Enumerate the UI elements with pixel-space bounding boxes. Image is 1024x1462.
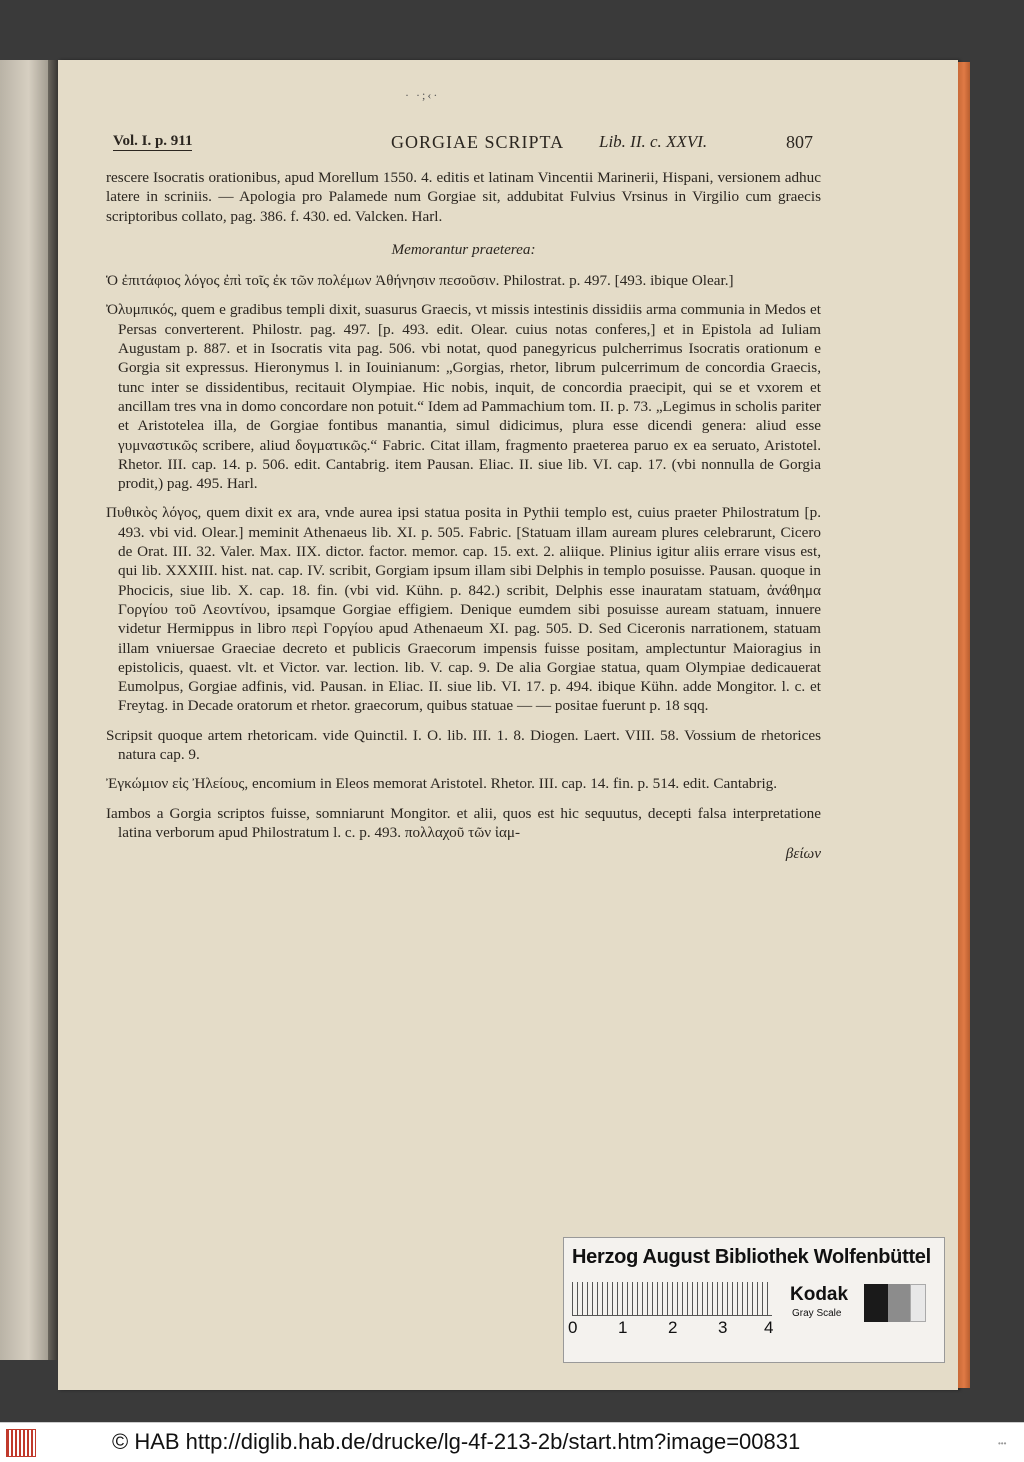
top-signature-mark: · ·;‹·	[405, 88, 440, 102]
library-name: Herzog August Bibliothek Wolfenbüttel	[572, 1246, 931, 1268]
page-number: 807	[786, 132, 813, 152]
ruler-number: 4	[764, 1318, 774, 1337]
volume-reference: Vol. I. p. 911	[113, 133, 193, 149]
hab-logo-icon	[6, 1429, 36, 1457]
entry-pythikos: Πυθικὸς λόγος, quem dixit ex ara, vnde aurea ipsi statua posita in Pythii templo est, cuius praeter Philostratum [p. 493. vbi vid. Olear.] meminit Athenaeus lib. XI. p. 505. Fabric. [Statuam illam auream plures celebrarunt, Cicero de Orat. III. 32. Valer. Max. IIX. dictor. factor. memor. cap. 15. ext. 2. aliique. Plinius igitur aliis errare visus est, qui lib. XXXIII. hist. nat. cap. IV. scribit, Gorgiam ipsum illam sibi Delphis in templo posuisse. Pausan. quoque in Phocicis, siue lib. X. cap. 18. fin. (vbi vid. Kühn. p. 842.) scribit, Delphis esse inauratam statuam, ἀνάθημα Γοργίου τοῦ Λεοντίνου, ipsamque Gorgiae effigiem. Denique eumdem sibi posuisse auream statuam, innuere videtur Hermippus in libro περὶ Γοργίου apud Athenaeum XI. pag. 505. D. Sed Ciceronis narrationem, statuam illam vniuersae Graeciae decreto et publicis Graecorum impensis fuisse positam, amplectuntur Maioragius in epistolicis, quaest. vlt. et Victor. var. lection. lib. V. cap. 9. De alia Gorgiae statua, quam Olympiae dedicauerat Eumolpus, Gorgiae adfinis, vid. Pausan. in Eliac. II. siue lib. VI. 17. p. 494. ibique Kühn. adde Mongitor. l. c. et Freytag. in Decade oratorum et rhetor. graecorum, quibus statuae — — positae fuerunt p. 18 sqq.	[106, 504, 821, 715]
book-chapter-reference: Lib. II. c. XXVI.	[599, 132, 708, 151]
gray-scale-patch-mid	[888, 1284, 910, 1322]
kodak-logo: Kodak	[790, 1284, 849, 1305]
ruler	[572, 1282, 772, 1316]
gray-scale-patch-light	[910, 1284, 926, 1322]
page-body	[106, 168, 821, 864]
entry-enkomion: Ἐγκώμιον εἰς Ἠλείους, encomium in Eleos memorat Aristotel. Rhetor. III. cap. 14. fin. p. 514. edit. Cantabrig.	[106, 775, 778, 793]
gray-scale-patch-black	[864, 1284, 888, 1322]
ruler-number: 0	[568, 1318, 578, 1337]
ruler-number: 3	[718, 1318, 728, 1337]
ruler-numbers	[568, 1318, 778, 1340]
running-head	[113, 132, 821, 156]
entry-ars-rhetorica: Scripsit quoque artem rhetoricam. vide Quinctil. I. O. lib. III. 1. 8. Diogen. Laert. VIII. 58. Vossium de rhetorices natura cap. 9.	[106, 726, 821, 764]
entry-iambi: Iambos a Gorgia scriptos fuisse, somniarunt Mongitor. et alii, quos est hic sequutus, decepti falsa interpretatione latina verborum apud Philostratum l. c. p. 493. πολλαχοῦ τῶν ἰαμ-	[106, 804, 821, 841]
section-heading: Memorantur praeterea:	[391, 240, 536, 258]
ruler-number: 1	[618, 1318, 628, 1337]
intro-paragraph: rescere Isocratis orationibus, apud Morellum 1550. 4. editis et latinam Vincentii Marinerii, Hispani, versionem adhuc latere in scriniis. — Apologia pro Palamede num Gorgiae sit, addubitat Fulvius Vrsinus in Virgilio cum graecis scriptoribus collato, pag. 386. f. 430. ed. Valcken. Harl.	[106, 169, 821, 225]
entry-olympikos: Ὀλυμπικός, quem e gradibus templi dixit, suasurus Graecis, vt missis intestinis dissidiis arma communia in Medos et Persas converterent. Philostr. pag. 497. [p. 493. edit. Olear. cuius notas conferes,] et in Epistola ad Iuliam Augustam p. 887. et in Isocratis vita pag. 506. vbi notat, quod panegyricus pulcherrimus Isocratis orationum e Gorgia sit expressus. Hieronymus l. in Iouinianum: „Gorgias, rhetor, librum pulcerrimum de concordia Graecis, tunc inter se dissidentibus, recitauit Olympiae. Hic nobis, inquit, de concordia praecipit, qui se et vxorem et ancillam tres vna in domo concordare non potuit.“ Idem ad Pammachium tom. II. p. 73. „Legimus in scholis pariter et Aristotelea illa, de Gorgiae fontibus manantia, simul didicimus, plura esse dicendi genera: aliud esse γυμναστικῶς scribere, aliud δογματικῶς.“ Fabric. Citat illam, fragmento praeterea paruo ex ea seruato, Aristotel. Rhetor. III. cap. 14. p. 506. edit. Cantabrig. item Pausan. Eliac. II. siue lib. VI. cap. 17. (vbi nonnulla de Gorgia prodit,) pag. 495. Harl.	[106, 301, 821, 493]
gray-scale-label: Gray Scale	[792, 1308, 842, 1319]
ruler-number: 2	[668, 1318, 678, 1337]
footer-bar	[0, 1422, 1024, 1462]
library-label-card	[563, 1237, 945, 1363]
left-page-edge	[0, 60, 52, 1360]
page-edge-orange	[958, 62, 970, 1388]
copyright-link[interactable]: © HAB http://diglib.hab.de/drucke/lg-4f-213-2b/start.htm?image=00831	[112, 1429, 801, 1454]
catchword: βείων	[785, 845, 821, 863]
entry-epitaphios: Ὁ ἐπιτάφιος λόγος ἐπὶ τοῖς ἐκ τῶν πολέμων Ἀθήνησιν πεσοῦσιν. Philostrat. p. 497. [493. ibique Olear.]	[106, 272, 734, 290]
running-title: GORGIAE SCRIPTA	[391, 132, 565, 152]
footer-dots: •••	[998, 1439, 1007, 1448]
